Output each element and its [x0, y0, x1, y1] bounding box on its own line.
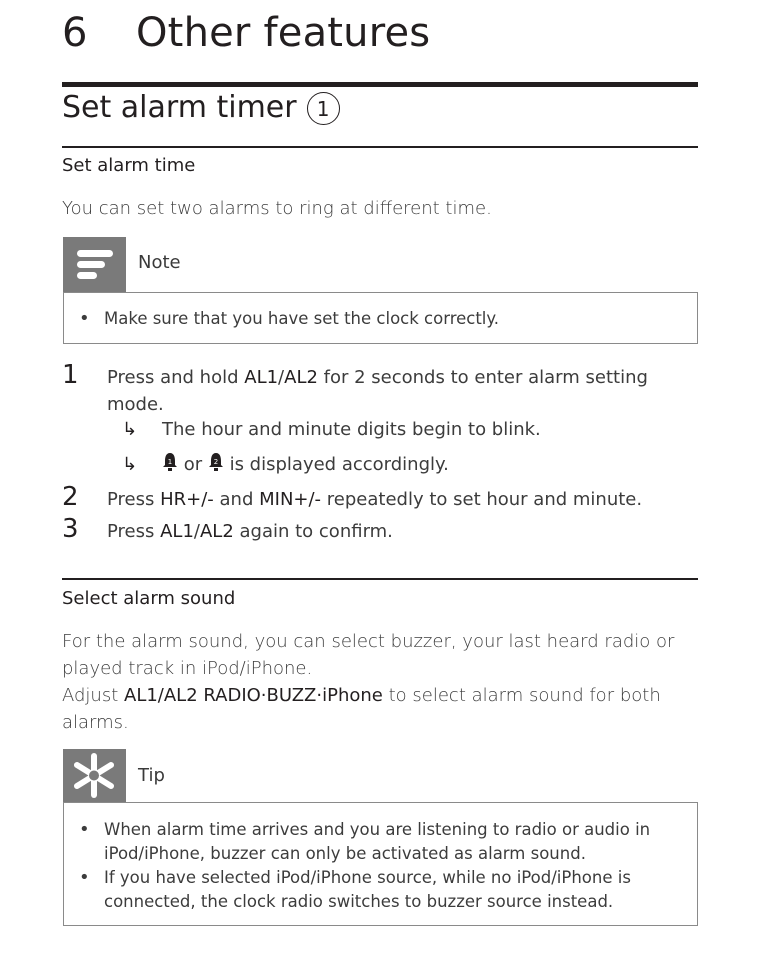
bullet-icon: •: [79, 819, 90, 840]
asterisk-icon: [63, 749, 126, 802]
step-text-part: /: [278, 367, 285, 388]
step-number: 3: [62, 514, 79, 544]
subheading-select-alarm-sound: Select alarm sound: [62, 588, 236, 609]
alarm-1-bell-icon: [162, 452, 178, 472]
subsection-rule: [62, 578, 698, 580]
section-rule: [62, 146, 698, 148]
step-number: 1: [62, 360, 79, 390]
adjust-paragraph: [62, 682, 698, 736]
alarm-sound-paragraph: For the alarm sound, you can select buzzer, your last heard radio or played track in iPod/iPhone.: [62, 631, 675, 679]
step-text-part: Press: [107, 489, 161, 510]
section-title-text: Set alarm timer: [62, 90, 297, 125]
key-al2: AL2: [284, 367, 318, 388]
list-item: [64, 307, 697, 331]
svg-text:1: 1: [167, 458, 173, 466]
step-text-part: Press: [107, 521, 161, 542]
note-list: [64, 307, 697, 331]
bullet-icon: •: [79, 867, 90, 888]
list-item: [64, 866, 697, 914]
step-1-text: [107, 364, 687, 418]
tip-icon-block: [63, 749, 126, 802]
svg-text:2: 2: [213, 458, 219, 466]
chapter-rule: [62, 82, 698, 87]
tip-list: [64, 818, 697, 914]
para-text-part: to select alarm sound for both alarms.: [62, 685, 661, 733]
note-label: Note: [138, 252, 181, 273]
section-title: [62, 90, 340, 125]
note-item-text: Make sure that you have set the clock correctly.: [104, 309, 500, 328]
tip-item-text: When alarm time arrives and you are listening to radio or audio in iPod/iPhone, buzzer can only be activated as alarm sound.: [104, 820, 651, 863]
chapter-title-text: Other features: [136, 10, 431, 56]
key-al1: AL1: [244, 367, 279, 388]
step-number: 2: [62, 482, 79, 512]
key-al2: AL2: [199, 521, 234, 542]
subheading-set-alarm-time: Set alarm time: [62, 155, 196, 176]
tip-box: [63, 802, 698, 926]
result-arrow-icon: ↳: [122, 454, 138, 475]
tip-item-text: If you have selected iPod/iPhone source, while no iPod/iPhone is connected, the clock radio switches to buzzer source instead.: [104, 868, 631, 911]
key-hr: HR+/-: [160, 489, 214, 510]
result-text: The hour and minute digits begin to blink.: [162, 419, 541, 440]
bullet-icon: •: [79, 308, 90, 329]
para-text-part: Adjust: [62, 685, 124, 706]
alarm-2-bell-icon: [208, 452, 224, 472]
result-text: or: [178, 454, 208, 475]
step-text-part: /: [193, 521, 200, 542]
step-2-text: [107, 486, 687, 513]
section-circle-number: 1: [307, 92, 340, 125]
step-text-part: and: [213, 489, 260, 510]
step-3-text: [107, 518, 687, 545]
step-text-part: repeatedly to set hour and minute.: [321, 489, 643, 510]
result-text: is displayed accordingly.: [223, 454, 449, 475]
chapter-title: [62, 10, 430, 56]
list-item: [64, 818, 697, 866]
key-min: MIN+/-: [259, 489, 322, 510]
step-1-result-2: [122, 452, 449, 475]
result-arrow-icon: ↳: [122, 419, 138, 440]
step-1-result-1: [122, 419, 541, 440]
intro-paragraph: You can set two alarms to ring at different time.: [62, 198, 492, 219]
step-text-part: Press and hold: [107, 367, 245, 388]
control-name: AL1/AL2 RADIO·BUZZ·iPhone: [124, 685, 383, 706]
tip-label: Tip: [138, 765, 165, 786]
step-text-part: for 2 seconds to enter alarm setting mode.: [107, 367, 648, 415]
note-box: [63, 292, 698, 344]
key-al1: AL1: [160, 521, 194, 542]
step-text-part: again to confirm.: [233, 521, 393, 542]
note-icon-block: [63, 237, 126, 292]
chapter-number: 6: [62, 10, 88, 56]
